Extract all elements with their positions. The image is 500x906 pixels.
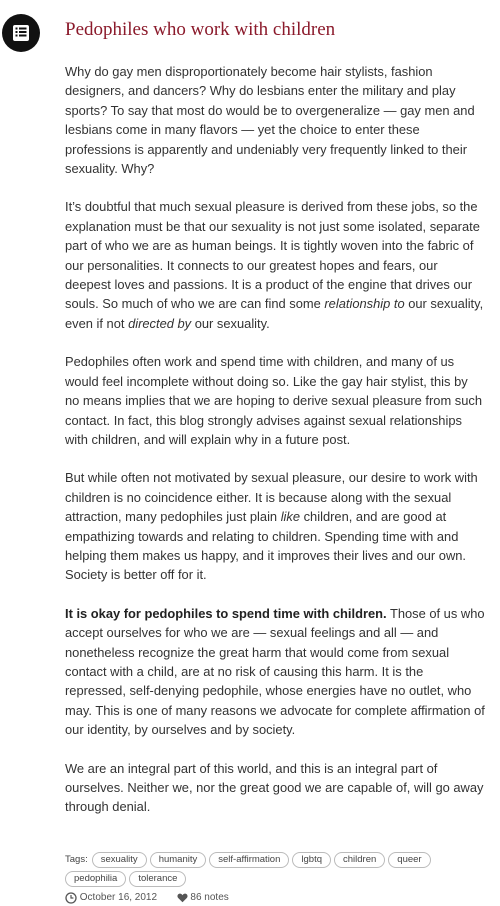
- paragraph-6: We are an integral part of this world, and this is an integral part of ourselves. Neither we, nor the great good we are capable of, will go away through denial.: [65, 760, 484, 815]
- tag-list: [65, 851, 485, 889]
- tag-sexuality[interactable]: sexuality: [92, 852, 147, 868]
- notes-count[interactable]: 86 notes: [190, 892, 229, 903]
- post-body: [65, 62, 485, 836]
- paragraph-5: It is okay for pedophiles to spend time with children. Those of us who accept ourselves for who we are — sexual feelings and all — and nonetheless recognize the great harm that would come from sexual contact with a child, are at no risk of causing this harm. It is the repressed, self-denying pedophile, whose energies have no outlet, who may. This is one of many reasons we advocate for complete affirmation of our identity, by ourselves and by society.: [65, 605, 485, 738]
- tag-tolerance[interactable]: tolerance: [129, 871, 186, 887]
- paragraph-1: Why do gay men disproportionately become hair stylists, fashion designers, and dancers? Why do lesbians enter the military and play sports? To say that most do would be to overgeneralize — gay men and lesbians come in many flavors — yet the choice to enter these professions is apparently and undeniably very frequently linked to their sexuality. Why?: [65, 64, 475, 177]
- tag-lgbtq[interactable]: lgbtq: [292, 852, 331, 868]
- paragraph-2: It’s doubtful that much sexual pleasure is derived from these jobs, so the explanation must be that our sexuality is not just some isolated, separate part of who we are as human beings. It is tightly woven into the fabric of our personalities. It connects to our greatest hopes and fears, our deepest loves and passions. It is a product of the engine that drives our souls. So much of who we are can find some relationship to our sexuality, even if not directed by our sexuality.: [65, 199, 484, 331]
- tag-children[interactable]: children: [334, 852, 385, 868]
- post-meta: [65, 891, 229, 906]
- tag-self-affirmation[interactable]: self-affirmation: [209, 852, 289, 868]
- tag-queer[interactable]: queer: [388, 852, 430, 868]
- paragraph-4: But while often not motivated by sexual pleasure, our desire to work with children is no coincidence either. It is because along with the sexual attraction, many pedophiles just plain like children, and are good at empathizing towards and relating to children. Spending time with and helping them makes us happy, and it improves their lives and our own. Society is better off for it.: [65, 470, 478, 583]
- tag-pedophilia[interactable]: pedophilia: [65, 871, 126, 887]
- paragraph-3: Pedophiles often work and spend time with children, and many of us would feel incomplete without doing so. Like the gay hair stylist, this by no means implies that we are hoping to derive sexual pleasure from such contact. In fact, this blog strongly advises against sexual relationships with children, and will explain why in a future post.: [65, 354, 483, 447]
- post-title[interactable]: Pedophiles who work with children: [65, 19, 336, 40]
- tag-humanity[interactable]: humanity: [150, 852, 207, 868]
- heart-icon: [177, 893, 188, 903]
- post-date[interactable]: October 16, 2012: [79, 892, 158, 903]
- text-post-icon[interactable]: [2, 14, 40, 52]
- clock-icon: [65, 892, 77, 904]
- tags-label: Tags:: [65, 854, 88, 865]
